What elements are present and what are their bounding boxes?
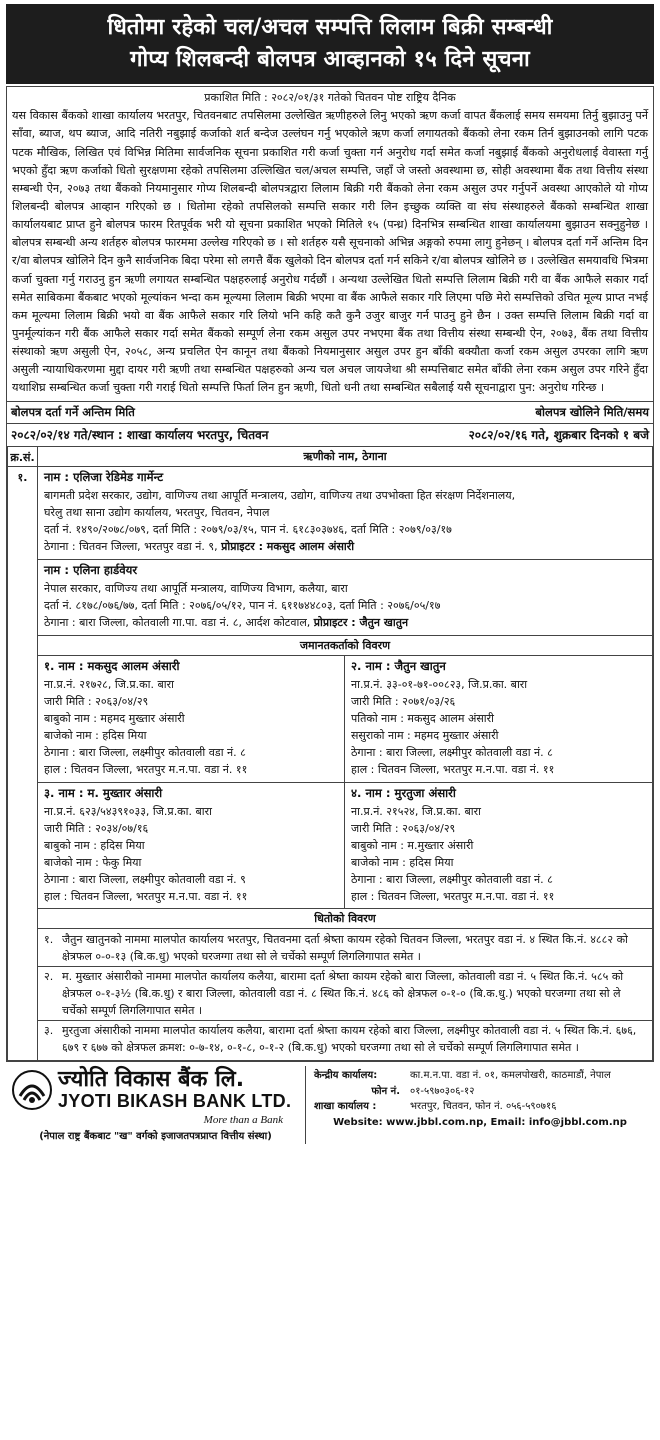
collateral-item: [44, 1022, 646, 1056]
central-office-label: केन्द्रीय कार्यालय:: [314, 1070, 378, 1082]
borrower-line: नेपाल सरकार, वाणिज्य तथा आपूर्ति मन्त्रालय, वाणिज्य विभाग, कलैया, बारा: [44, 582, 348, 596]
borrower-line: दर्ता नं. १४९०/२०७८/०७९, दर्ता मिति : २०७९/०३/१५, पान नं. ६१८३०३७४६, दर्ता मिति : २०७९/०३/१७: [44, 523, 452, 537]
collateral-list: [38, 929, 652, 1060]
borrower-name: नाम : एलिना हार्डवेयर: [44, 563, 138, 578]
bank-contact: [306, 1066, 654, 1144]
central-phone-label: फोन नं.: [371, 1085, 400, 1097]
guarantor-line: जारी मिति : २०६३/०४/२९: [351, 821, 456, 835]
guarantor-line: ना.प्र.नं. २१५२४, जि.प्र.का. बारा: [351, 804, 481, 818]
bank-name-nepali: ज्योति विकास बैंक लि.: [58, 1067, 245, 1093]
collateral-text: मुरतुजा अंसारीको नाममा मालपोत कार्यालय कलैया, बारामा दर्ता श्रेष्ता कायम रहेको बारा जिल्ला, लक्ष्मीपुर कोतवाली वडा नं. ५ स्थित कि.नं. ६७६, ६७९ र ६७७ को क्षेत्रफल क्रमश: ०-७-१४, ०-१-८, ०-१-२ (बि.क.धु) भएको घरजग्गा तथा सो ले चर्चेको सम्पूर्ण लिगलिगापात समेत ।: [62, 1024, 637, 1055]
borrower-1: [38, 467, 652, 559]
guarantor-line: बाजेको नाम : हदिस मिया: [44, 729, 147, 743]
guarantor-line: बाबुको नाम : हदिस मिया: [44, 838, 145, 852]
guarantor-line: ना.प्र.नं. ६२३/५४३९१०३३, जि.प्र.का. बारा: [44, 804, 212, 818]
bank-footer: [6, 1066, 654, 1144]
collateral-number: ३.: [44, 1024, 54, 1038]
bid-registration-label: बोलपत्र दर्ता गर्ने अन्तिम मिति: [11, 404, 135, 421]
borrower-header: ऋणीको नाम, ठेगाना: [38, 446, 653, 466]
guarantor-2: [345, 656, 652, 782]
borrower-proprietor: प्रोप्राइटर : जैतुन खातुन: [313, 616, 409, 630]
guarantor-line: हाल : चितवन जिल्ला, भरतपुर म.न.पा. वडा नं. ११: [351, 889, 555, 903]
collateral-text: जैतुन खातुनको नाममा मालपोत कार्यालय भरतपुर, चितवनमा दर्ता श्रेष्ता कायम रहेको चितवन जिल्ला, भरतपुर वडा नं. ४ स्थित कि.नं. ४८८२ को क्षेत्रफल ०-०-१३ (बि.क.धु) भएको घरजग्गा तथा सो ले चर्चेको सम्पूर्ण लिगलिगापात समेत ।: [62, 932, 628, 963]
guarantor-line: जारी मिति : २०७१/०३/२६: [351, 695, 456, 709]
collateral-header: धितोको विवरण: [38, 909, 652, 929]
guarantor-line: हाल : चितवन जिल्ला, भरतपुर म.न.पा. वडा नं. ११: [351, 763, 555, 777]
borrower-address: ठेगाना : बारा जिल्ला, कोतवाली गा.पा. वडा नं. ८, आर्दश कोटवाल,: [44, 616, 311, 630]
borrower-line: बागमती प्रदेश सरकार, उद्योग, वाणिज्य तथा आपूर्ति मन्त्रालय, उद्योग, वाणिज्य तथा उपभोक्ता हित संरक्षण निर्देशनालय,: [44, 488, 516, 502]
branch-office-row: [314, 1099, 646, 1115]
notice-title-line1: धितोमा रहेको चल/अचल सम्पत्ति लिलाम बिक्री सम्बन्धी: [107, 15, 553, 40]
serial-number: १.: [8, 466, 38, 1060]
guarantor-line: ससुराको नाम : महमद मुख्तार अंसारी: [351, 729, 499, 743]
bank-name-english: JYOTI BIKASH BANK LTD.: [58, 1091, 292, 1112]
notice-body: यस विकास बैंकको शाखा कार्यालय भरतपुर, चितवनबाट तपसिलमा उल्लेखित ऋणीहरुले लिनु भएको ऋण कर्जा वापत बैंकलाई समय समयमा तिर्नु बुझाउनु पर्ने साँवा, ब्याज, थप ब्याज, आदि नतिरी नबुझाई कर्जाको शर्त बन्देज उल्लंघन गर्नु भएकोले ऋण कर्जा लगायतको बैंकको लेना रकम तिर्न बुझाउनको लागि पटक पटक मौखिक, लिखित एवं विभिन्न मितिमा सार्वजनिक सूचना प्रकाशित गरी कर्जा चुक्ता गर्न अनुरोध गर्दा समेत कर्जा नबुझाई बैंकको अनुरोधलाई वेवास्ता गर्नु भएको हुँदा ऋण कर्जाको धितो सुरक्षणमा रहेको तपसिलमा उल्लिखित चल/अचल सम्पत्ति, जहाँ जे जस्तो अवस्थामा छ, सोही अवस्थामा बैंक तथा वित्तीय संस्था सम्बन्धी ऐन, २०७३ तथा बैंकको नियमानुसार गोप्य शिलबन्दी बोलपत्रद्वारा लिलाम बिक्री गरी बैंकको लेना रकम असुल उपर गर्नुपर्ने अवस्था आएकोले यो गोप्य शिलबन्दी बोलपत्र आव्हान गरिएको छ । धितोमा रहेको तपसिलको सम्पत्ति सकार गरी लिन इच्छुक व्यक्ति वा संघ संस्थाहरुले बैंकको सम्बन्धित शाखा कार्यालयबाट प्राप्त हुने बोलपत्र फारम रितपूर्वक भरी यो सूचना प्रकाशित भएको मितिले १५ (पन्ध्र) दिनभित्र सम्बन्धित शाखा कार्यालयमा बुझाउन सक्नुहुनेछ । बोलपत्र सम्बन्धी अन्य शर्तहरु बोलपत्र फारममा उल्लेख गरिएको छ । सो शर्तहरु यसै सूचनाको अभिन्न अङ्गको रुपमा लागु हुनेछन् । बोलपत्र दर्ता गर्ने अन्तिम दिन र/वा बोलपत्र खोलिने दिन कुनै सार्वजनिक बिदा परेमा सो लगत्तै बैंक खुलेको दिन बोलपत्र दर्ता गर्न सकिने र/वा बोलपत्र खोलिने छ । उल्लेखित समयावधि भित्रमा कर्जा चुक्ता गर्नु गराउनु हुन ऋणी लगायत सम्बन्धित पक्षहरुलाई अनुरोध गर्दछौं । अन्यथा उल्लेखित धितो सम्पत्ति लिलाम बिक्री गरी वा बैंक आफैले सकार गर्दा समेत साबिकमा बैंकबाट भएको मूल्यांकन भन्दा कम मूल्यमा लिलाम बिक्री भएमा वा बैंक आफैले सकार गरि लिएमा पछि मेरो सम्पत्तिको उचित मूल्य प्राप्त नभई कम मूल्यमा लिलाम बिक्री भयो वा बैंक आफैले सकार गरि लियो भनि कहि कतै कुनै उजुर बाजुर गर्न पाउनु हुने छैन । उक्त सम्पत्ति लिलाम बिक्री गर्दा वा पुनर्मूल्यांकन गरी बैंक आफैले सकार गर्दा समेत बैंकको सम्पूर्ण लेना रकम असुल उपर नभएमा बैंक तथा वित्तीय संस्था सम्बन्धी ऐन, २०७३, बैंक तथा वित्तीय संस्थाको ऋण असुली ऐन, २०५८, अन्य प्रचलित ऐन कानून तथा बैंकको नियमानुसार असुल उपर हुन बाँकी बक्यौता कर्जा रकम असुल उपरका लागि ऋण असुली न्यायाधिकरणमा मुद्दा दायर गरी ऋणी तथा सम्बन्धित पक्षहरुको अन्य चल अचल जायजेथा श्री सम्पत्तिबाट समेत बाँकी लेना रकम असुल उपर गरिने हुँदा यथाशिघ्र सम्बन्धित कर्जा चुक्ता गरी गराई धितो सम्पत्ति फिर्ता लिन हुन ऋणी, धितो धनी तथा सम्बन्धित सबैलाई यसै सूचनाद्वारा पुन: अनुरोध गरिन्छ ।: [12, 109, 648, 395]
borrower-2: [38, 559, 652, 635]
guarantor-name: २. नाम : जैतुन खातुन: [351, 659, 446, 674]
branch-office-label: शाखा कार्यालय :: [314, 1101, 377, 1113]
borrower-address: ठेगाना : चितवन जिल्ला, भरतपुर वडा नं. ९,: [44, 540, 218, 554]
guarantor-line: ठेगाना : बारा जिल्ला, लक्ष्मीपुर कोतवाली वडा नं. ८: [351, 746, 553, 760]
guarantor-line: बाबुको नाम : म.मुख्तार अंसारी: [351, 838, 474, 852]
borrower-proprietor: प्रोप्राइटर : मकसुद आलम अंसारी: [221, 540, 355, 554]
borrower-name: नाम : एलिजा रेडिमेड गार्मेन्ट: [44, 469, 164, 484]
bank-license: (नेपाल राष्ट्र बैंकबाट "ख" वर्गको इजाजतपत्रप्राप्त वित्तीय संस्था): [39, 1130, 272, 1142]
guarantor-line: जारी मिति : २०६३/०४/२९: [44, 695, 149, 709]
details-cell: [38, 466, 653, 1060]
guarantor-line: ना.प्र.नं. ३३-०१-७१-००८२३, जि.प्र.का. बारा: [351, 678, 528, 692]
bank-logo-block: [6, 1066, 306, 1144]
collateral-number: २.: [44, 969, 54, 983]
bid-registration-value: २०८२/०२/१४ गते/स्थान : शाखा कार्यालय भरतपुर, चितवन: [11, 427, 269, 442]
guarantor-line: ठेगाना : बारा जिल्ला, लक्ष्मीपुर कोतवाली वडा नं. ८: [44, 746, 246, 760]
guarantor-line: बाबुको नाम : महमद मुख्तार अंसारी: [44, 712, 185, 726]
notice-page: [0, 4, 660, 1440]
logo-row: [12, 1068, 299, 1112]
divider: [38, 1020, 652, 1021]
bank-website[interactable]: Website: www.jbbl.com.np, Email: info@jbbl.com.np: [333, 1116, 627, 1128]
central-phone-row: [314, 1084, 646, 1100]
borrower-address-line: [44, 614, 646, 631]
notice-title-line2: गोप्य शिलबन्दी बोलपत्र आव्हानको १५ दिने सूचना: [130, 46, 530, 72]
guarantor-line: जारी मिति : २०३४/०७/१६: [44, 821, 149, 835]
collateral-text: म. मुख्तार अंसारीको नाममा मालपोत कार्यालय कलैया, बारामा दर्ता श्रेष्ता कायम रहेको बारा जिल्ला, कोतवाली वडा नं. ५ स्थित कि.नं. ५८५ को क्षेत्रफल ०-१-३¹⁄₂ (बि.क.धु) र बारा जिल्ला, कोतवाली वडा नं. ८ स्थित कि.नं. ४८६ को क्षेत्रफल ०-१-० (बि.क.धु.) भएको घरजग्गा तथा सो ले चर्चेको सम्पूर्ण लिगलिगापात समेत ।: [62, 969, 624, 1018]
guarantor-line: ठेगाना : बारा जिल्ला, लक्ष्मीपुर कोतवाली वडा नं. ८: [351, 872, 553, 886]
notice-frame: [6, 86, 654, 1062]
guarantor-line: बाजेको नाम : फेकु मिया: [44, 855, 142, 869]
collateral-item: [44, 931, 646, 965]
guarantor-name: १. नाम : मकसुद आलम अंसारी: [44, 659, 180, 674]
borrower-line: घरेलु तथा साना उद्योग कार्यालय, भरतपुर, चितवन, नेपाल: [44, 505, 270, 519]
central-office-address: का.म.न.पा. वडा नं. ०१, कमलपोखरी, काठमाडौं, नेपाल: [410, 1070, 611, 1082]
guarantor-line: बाजेको नाम : हदिस मिया: [351, 855, 454, 869]
publication-date: प्रकाशित मिति : २०८२/०१/३१ गतेको चितवन पोष्ट राष्ट्रिय दैनिक: [204, 90, 456, 104]
bid-dates-row: [7, 424, 653, 446]
collateral-item: [44, 968, 646, 1019]
borrower-address-line: [44, 538, 646, 555]
borrower-line: दर्ता नं. ८१७८/०७६/७७, दर्ता मिति : २०७६/०५/१२, पान नं. ६११७४४८०३, दर्ता मिति : २०७६/०५/१७: [44, 599, 441, 613]
guarantor-header: जमानतकर्ताको विवरण: [38, 635, 652, 656]
guarantor-line: हाल : चितवन जिल्ला, भरतपुर म.न.पा. वडा नं. ११: [44, 889, 248, 903]
collateral-number: १.: [44, 932, 54, 946]
guarantor-line: ना.प्र.नं. २१७२८, जि.प्र.का. बारा: [44, 678, 174, 692]
details-table: [7, 446, 653, 1061]
guarantor-name: ४. नाम : मुरतुजा अंसारी: [351, 785, 456, 800]
bank-logo-icon: [12, 1070, 52, 1110]
guarantor-name: ३. नाम : म. मुख्तार अंसारी: [44, 785, 163, 800]
central-office-row: [314, 1068, 646, 1084]
guarantor-line: पतिको नाम : मकसुद आलम अंसारी: [351, 712, 495, 726]
branch-office-address: भरतपुर, चितवन, फोन नं. ०५६-५९०७१६: [410, 1101, 557, 1113]
bank-tagline: More than a Bank: [203, 1114, 283, 1127]
central-phone: ०१-५९७०३०६-१२: [410, 1085, 475, 1097]
guarantor-grid: [38, 656, 652, 909]
guarantor-4: [345, 783, 652, 909]
sn-header: क्र.सं.: [8, 446, 38, 466]
bank-name-block: [58, 1068, 291, 1112]
bid-opening-value: २०८२/०२/१६ गते, शुक्रबार दिनको १ बजे: [468, 427, 649, 442]
guarantor-line: हाल : चितवन जिल्ला, भरतपुर म.न.पा. वडा नं. ११: [44, 763, 248, 777]
guarantor-line: ठेगाना : बारा जिल्ला, लक्ष्मीपुर कोतवाली वडा नं. ९: [44, 872, 246, 886]
divider: [38, 966, 652, 967]
bid-opening-label: बोलपत्र खोलिने मिति/समय: [535, 404, 649, 421]
notice-title-banner: [6, 4, 654, 84]
guarantor-1: [38, 656, 345, 782]
guarantor-3: [38, 783, 345, 909]
bid-labels-row: [7, 401, 653, 424]
